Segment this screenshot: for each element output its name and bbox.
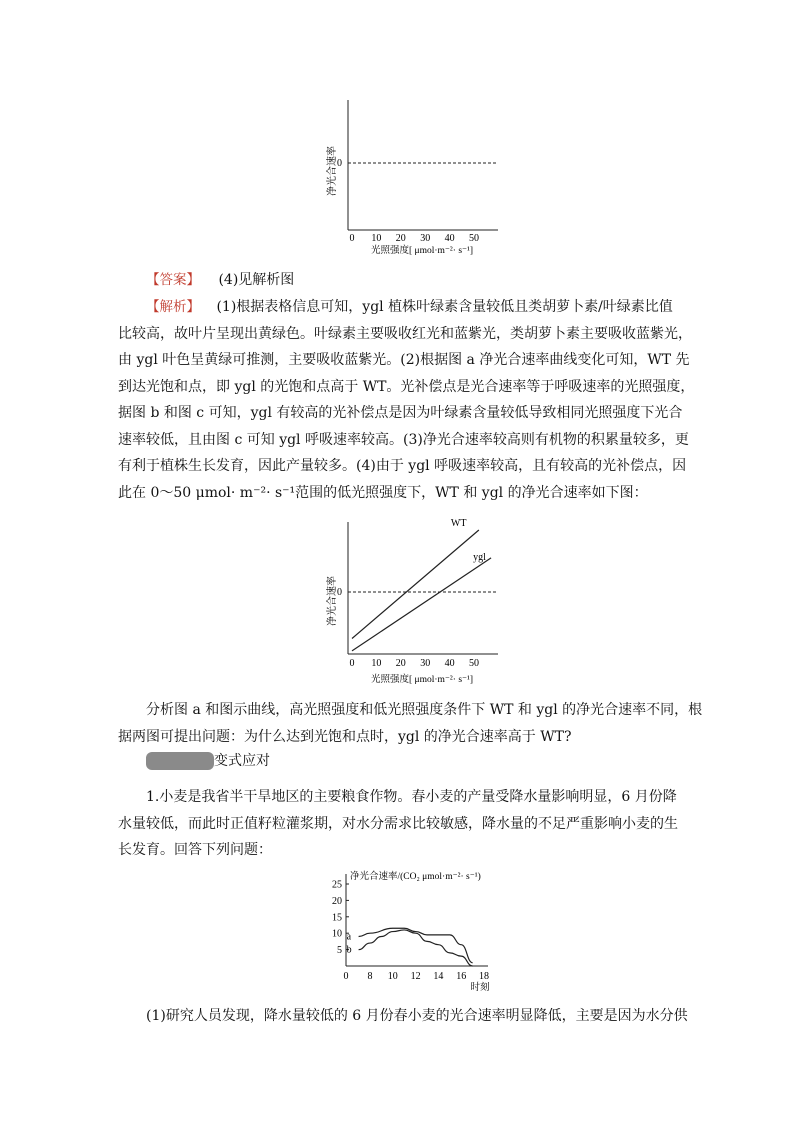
series-label-ygl: ygl	[473, 551, 486, 563]
series-label-b: b	[346, 944, 352, 956]
x-tick-labels	[350, 233, 480, 244]
x-tick-label: 0	[349, 233, 355, 244]
analysis-line: 由 ygl 叶色呈黄绿可推测，主要吸收蓝紫光。(2)根据图 a 净光合速率曲线变化可知，WT 先	[118, 352, 690, 368]
x-tick-label: 14	[433, 971, 444, 982]
x-tick-label: 50	[469, 658, 479, 669]
x-tick-label: 18	[479, 971, 489, 982]
y-tick-label: 15	[332, 912, 342, 924]
x-tick-label: 8	[367, 971, 373, 982]
x-tick-label: 12	[410, 971, 421, 982]
x-tick-label: 20	[395, 658, 406, 669]
answer-line	[146, 268, 294, 289]
x-tick-label: 0	[349, 658, 355, 669]
analysis-line: 据图 b 和图 c 可知，ygl 有较高的光补偿点是因为叶绿素含量较低导致相同光照强度下光合	[118, 405, 683, 421]
x-tick-label: 10	[371, 658, 382, 669]
analysis-line: 到达光饱和点，即 ygl 的光饱和点高于 WT。光补偿点是光合速率等于呼吸速率的光照强度，	[118, 378, 695, 395]
x-tick-label: 20	[395, 233, 406, 244]
x-axis-label: 光照强度[ μmol·m⁻²· s⁻¹]	[370, 675, 474, 685]
section-label: 变式应对	[214, 753, 270, 769]
chart-blank-svg	[318, 96, 518, 258]
x-tick-label: 50	[469, 233, 479, 244]
x-tick-label: 10	[387, 971, 398, 982]
analysis2-line: 据两图可提出问题：为什么达到光饱和点时，ygl 的净光合速率高于 WT?	[118, 728, 572, 745]
answer-text: (4)见解析图	[218, 272, 295, 288]
analysis-line: 【解析】 (1)根据表格信息可知，ygl 植株叶绿素含量较低且类胡萝卜素/叶绿素比值	[146, 299, 673, 315]
analysis-line: 此在 0～50 μmol· m⁻²· s⁻¹范围的低光照强度下，WT 和 ygl 的净光合速率如下图：	[118, 484, 648, 501]
chart-title: 净光合速率/(CO₂ μmol·m⁻²· s⁻¹)	[350, 872, 481, 882]
analysis-line: 有利于植株生长发育，因此产量较多。(4)由于 ygl 呼吸速率较高，且有较高的光补偿点，因	[118, 458, 687, 474]
analysis-tag: 【解析】	[146, 299, 200, 315]
question1-line: 1.小麦是我省半干旱地区的主要粮食作物。春小麦的产量受降水量影响明显，6 月份降	[146, 789, 677, 805]
y-tick-label: 25	[332, 879, 342, 891]
answer-tag: 【答案】	[146, 272, 200, 288]
y-axis-label: 净光合速率	[327, 576, 338, 626]
x-tick-labels	[350, 658, 480, 669]
question1-line: 长发育。回答下列问题：	[118, 842, 272, 858]
question1-sub-line: (1)研究人员发现，降水量较低的 6 月份春小麦的光合速率明显降低，主要是因为水分供	[146, 1008, 688, 1024]
analysis-line: 速率较低，且由图 c 可知 ygl 呼吸速率较高。(3)净光合速率较高则有机物的积累量较多，更	[118, 431, 689, 448]
x-tick-label: 16	[456, 971, 467, 982]
x-tick-labels	[344, 971, 490, 982]
series-label-wt: WT	[450, 518, 467, 529]
x-tick-label: 10	[371, 233, 382, 244]
x-tick-label: 40	[444, 658, 455, 669]
section-badge	[146, 752, 214, 770]
series-line-wt	[352, 530, 479, 639]
x-axis-label: 光照强度[ μmol·m⁻²· s⁻¹]	[370, 246, 474, 256]
y-tick-label: 10	[332, 928, 342, 940]
series-line-ygl	[352, 558, 491, 651]
chart-wt-ygl-svg	[318, 514, 518, 690]
analysis-paragraph	[118, 294, 695, 506]
x-tick-label: 0	[343, 971, 349, 982]
x-tick-label: 30	[420, 658, 431, 669]
analysis2-line: 分析图 a 和图示曲线，高光照强度和低光照强度条件下 WT 和 ygl 的净光合速率不同，根	[146, 702, 703, 718]
zero-label: 0	[337, 587, 342, 598]
chart-wt-ygl	[318, 514, 518, 690]
chart-daily-svg	[318, 866, 508, 996]
analysis-line: 比较高，故叶片呈现出黄绿色。叶绿素主要吸收红光和蓝紫光，类胡萝卜素主要吸收蓝紫光，	[118, 325, 692, 342]
x-tick-label: 40	[444, 233, 455, 244]
series-label-a: a	[346, 931, 352, 943]
question1-paragraph	[118, 784, 678, 864]
x-tick-label: 30	[420, 233, 431, 244]
chart-daily-rate	[318, 866, 508, 996]
chart-blank-axes	[318, 96, 518, 258]
y-tick-label: 20	[332, 895, 342, 907]
question1-sub	[118, 1003, 688, 1030]
question1-line: 水量较低，而此时正值籽粒灌浆期，对水分需求比较敏感，降水量的不足严重影响小麦的生	[118, 815, 678, 832]
y-axis-label: 净光合速率	[327, 146, 338, 196]
series-curve-b	[359, 930, 473, 966]
zero-label: 0	[337, 158, 342, 169]
analysis2-paragraph	[118, 697, 703, 750]
x-axis-label: 时刻	[470, 983, 490, 993]
y-tick-label: 5	[337, 945, 342, 957]
